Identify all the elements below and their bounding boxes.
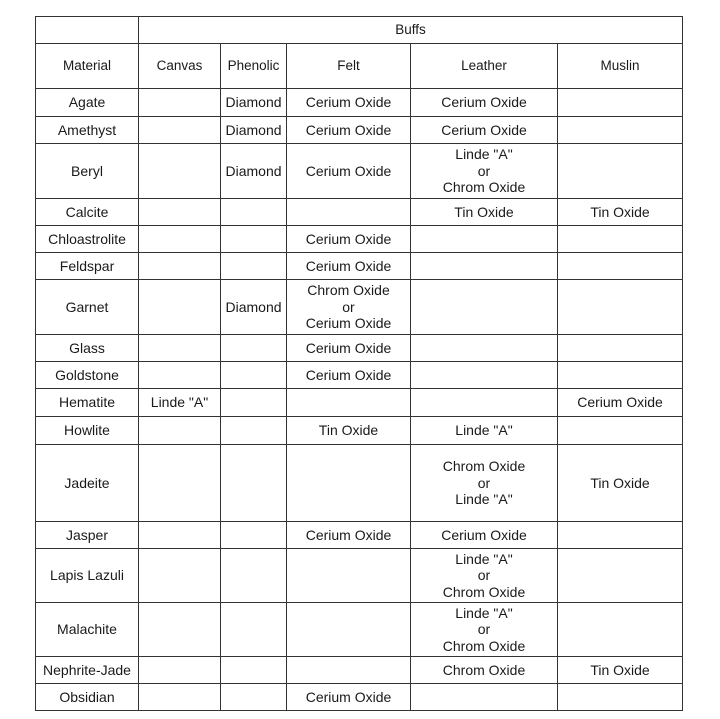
muslin-cell [558,335,683,362]
phenolic-cell [221,199,287,226]
muslin-cell [558,603,683,657]
felt-cell [287,335,411,362]
canvas-cell [139,657,221,684]
cell-line: Diamond [225,94,282,111]
cell-line: Chrom Oxide [307,282,390,299]
cell-line: Chrom Oxide [442,458,526,475]
felt-cell [287,199,411,226]
material-cell: Goldstone [36,362,139,389]
felt-cell [287,445,411,522]
material-cell: Lapis Lazuli [36,549,139,603]
cell-line: Chrom Oxide [442,661,526,678]
muslin-cell [558,199,683,226]
material-cell: Amethyst [36,117,139,144]
cell-line: Tin Oxide [590,661,650,678]
table-row [36,89,683,117]
cell-line: or [477,567,491,584]
felt-cell [287,549,411,603]
material-cell: Nephrite-Jade [36,657,139,684]
cell-line: Linde "A" [455,422,513,439]
table-row [36,117,683,144]
material-cell: Feldspar [36,253,139,280]
leather-cell [411,144,558,199]
cell-line: Cerium Oxide [305,257,392,274]
felt-cell [287,417,411,445]
muslin-cell [558,657,683,684]
muslin-cell [558,117,683,144]
cell-line: Cerium Oxide [305,121,392,138]
material-cell: Obsidian [36,684,139,711]
phenolic-cell [221,117,287,144]
table-row [36,603,683,657]
cell-line: Cerium Oxide [305,366,392,383]
cell-line: or [477,162,491,179]
muslin-cell [558,144,683,199]
cell-line: Chrom Oxide [442,637,526,654]
material-cell: Hematite [36,389,139,417]
table-row [36,522,683,549]
canvas-cell [139,362,221,389]
table-row [36,199,683,226]
phenolic-cell [221,522,287,549]
cell-line: Cerium Oxide [305,230,392,247]
cell-line: Cerium Oxide [305,688,392,705]
cell-line: or [477,474,491,491]
table-row [36,657,683,684]
felt-cell [287,89,411,117]
col-header-material: Material [36,44,139,89]
table-row [36,362,683,389]
muslin-cell [558,89,683,117]
leather-cell [411,549,558,603]
canvas-cell [139,389,221,417]
leather-cell [411,335,558,362]
cell-line: Diamond [225,121,282,138]
phenolic-cell [221,389,287,417]
leather-cell [411,226,558,253]
cell-line: or [477,621,491,638]
felt-cell [287,684,411,711]
cell-line: Tin Oxide [590,474,650,491]
phenolic-cell [221,144,287,199]
table-row [36,253,683,280]
table-row [36,549,683,603]
col-header-canvas: Canvas [139,44,221,89]
cell-line: Cerium Oxide [441,94,527,111]
felt-cell [287,657,411,684]
col-header-felt: Felt [287,44,411,89]
canvas-cell [139,144,221,199]
leather-cell [411,445,558,522]
muslin-cell [558,522,683,549]
cell-line: Tin Oxide [590,203,650,220]
canvas-cell [139,280,221,335]
table-row [36,144,683,199]
leather-cell [411,657,558,684]
group-header-row [36,17,683,44]
col-header-phenolic: Phenolic [221,44,287,89]
felt-cell [287,253,411,280]
phenolic-cell [221,253,287,280]
canvas-cell [139,335,221,362]
felt-cell [287,603,411,657]
leather-cell [411,522,558,549]
phenolic-cell [221,89,287,117]
table-row [36,280,683,335]
material-cell: Chloastrolite [36,226,139,253]
cell-line: or [342,298,355,315]
material-cell: Glass [36,335,139,362]
cell-line: Chrom Oxide [442,179,526,196]
leather-cell [411,89,558,117]
leather-cell [411,417,558,445]
canvas-cell [139,226,221,253]
cell-line: Cerium Oxide [305,526,392,543]
felt-cell [287,280,411,335]
material-cell: Malachite [36,603,139,657]
muslin-cell [558,417,683,445]
felt-cell [287,522,411,549]
muslin-cell [558,226,683,253]
phenolic-cell [221,684,287,711]
phenolic-cell [221,362,287,389]
phenolic-cell [221,335,287,362]
leather-cell [411,199,558,226]
leather-cell [411,280,558,335]
muslin-cell [558,389,683,417]
cell-line: Tin Oxide [318,422,379,439]
canvas-cell [139,253,221,280]
canvas-cell [139,522,221,549]
cell-line: Cerium Oxide [305,94,392,111]
phenolic-cell [221,417,287,445]
cell-line: Linde "A" [455,491,513,508]
cell-line: Diamond [225,298,282,315]
phenolic-cell [221,549,287,603]
canvas-cell [139,89,221,117]
cell-line: Tin Oxide [454,203,514,220]
muslin-cell [558,362,683,389]
canvas-cell [139,199,221,226]
cell-line: Cerium Oxide [305,162,392,179]
muslin-cell [558,280,683,335]
canvas-cell [139,117,221,144]
cell-line: Diamond [225,162,282,179]
cell-line: Cerium Oxide [441,526,527,543]
material-cell: Beryl [36,144,139,199]
phenolic-cell [221,226,287,253]
felt-cell [287,226,411,253]
cell-line: Linde "A" [455,550,513,567]
cell-line: Cerium Oxide [577,394,663,411]
leather-cell [411,684,558,711]
canvas-cell [139,684,221,711]
buff-compound-table [35,16,683,711]
muslin-cell [558,253,683,280]
table-body [36,89,683,711]
table-row [36,445,683,522]
phenolic-cell [221,603,287,657]
leather-cell [411,117,558,144]
canvas-cell [139,417,221,445]
table-row [36,684,683,711]
cell-line: Cerium Oxide [305,315,392,332]
leather-cell [411,253,558,280]
material-cell: Calcite [36,199,139,226]
cell-line: Cerium Oxide [305,339,392,356]
col-header-leather: Leather [411,44,558,89]
cell-line: Linde "A" [455,146,513,163]
material-cell: Jasper [36,522,139,549]
column-header-row [36,44,683,89]
corner-cell [36,17,139,44]
cell-line: Chrom Oxide [442,583,526,600]
canvas-cell [139,445,221,522]
cell-line: Linde "A" [150,394,209,411]
cell-line: Cerium Oxide [441,121,527,138]
phenolic-cell [221,657,287,684]
leather-cell [411,603,558,657]
table-row [36,389,683,417]
felt-cell [287,144,411,199]
phenolic-cell [221,280,287,335]
material-cell: Agate [36,89,139,117]
buffs-group-header: Buffs [139,17,683,44]
muslin-cell [558,549,683,603]
material-cell: Howlite [36,417,139,445]
canvas-cell [139,549,221,603]
table-row [36,417,683,445]
table-row [36,226,683,253]
col-header-muslin: Muslin [558,44,683,89]
table-row [36,335,683,362]
leather-cell [411,389,558,417]
material-cell: Garnet [36,280,139,335]
felt-cell [287,389,411,417]
felt-cell [287,117,411,144]
canvas-cell [139,603,221,657]
cell-line: Linde "A" [455,604,513,621]
felt-cell [287,362,411,389]
muslin-cell [558,445,683,522]
muslin-cell [558,684,683,711]
leather-cell [411,362,558,389]
material-cell: Jadeite [36,445,139,522]
phenolic-cell [221,445,287,522]
